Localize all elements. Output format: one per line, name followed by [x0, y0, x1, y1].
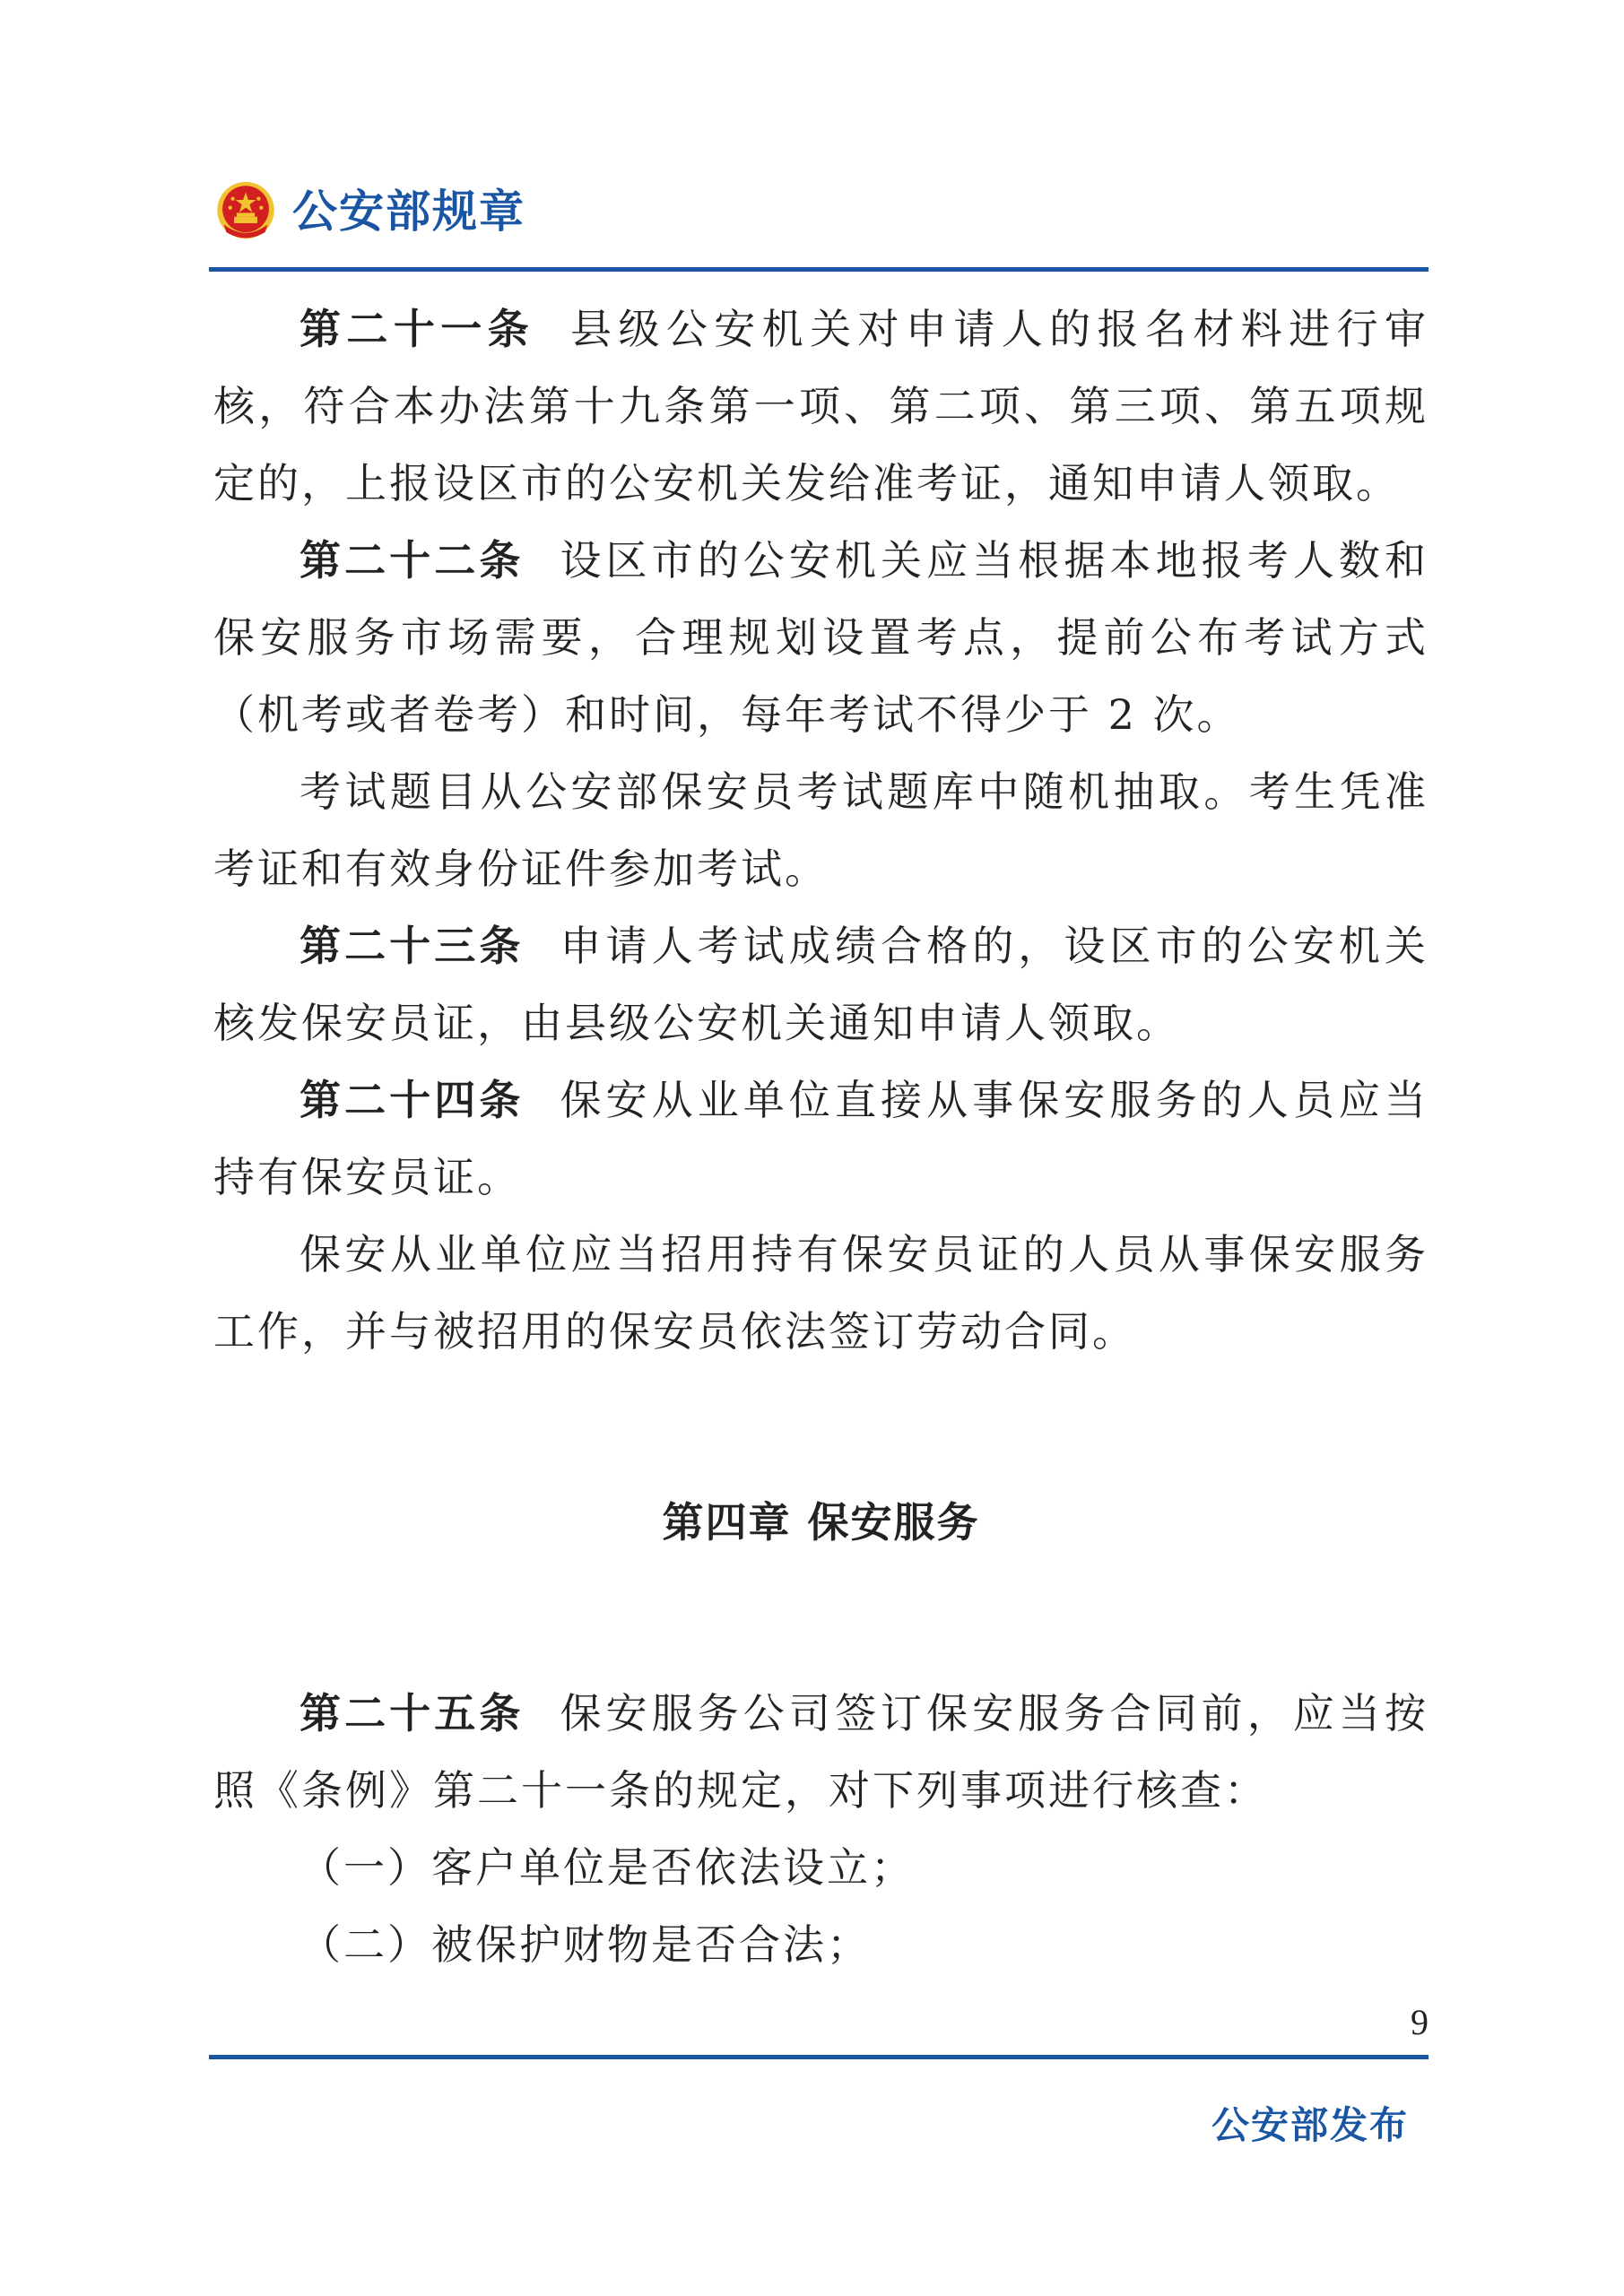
page-header	[213, 167, 525, 256]
article-label: 第二十一条	[300, 305, 535, 353]
article-text: 申请人考试成绩合格的，设区市的公安机关核发保安员证，由县级公安机关通知申请人领取。	[213, 922, 1429, 1047]
page-number: 9	[1411, 2002, 1429, 2042]
article-24-paragraph-2	[213, 1216, 1429, 1370]
article-25	[213, 1675, 1429, 1829]
article-24	[213, 1061, 1429, 1216]
article-text: 保安服务公司签订保安服务合同前，应当按照《条例》第二十一条的规定，对下列事项进行核查：	[213, 1689, 1429, 1815]
article-text: 保安从业单位直接从事保安服务的人员应当持有保安员证。	[213, 1076, 1429, 1201]
footer-publisher: 公安部发布	[1211, 2103, 1409, 2147]
article-22-paragraph-2	[213, 753, 1429, 907]
article-label: 第二十五条	[300, 1689, 525, 1737]
list-item: （二）被保护财物是否合法；	[300, 1920, 871, 1969]
national-emblem-icon	[213, 179, 278, 244]
footer-divider	[209, 2055, 1429, 2059]
list-item: （一）客户单位是否依法设立；	[300, 1843, 915, 1892]
article-23	[213, 907, 1429, 1061]
article-label: 第二十四条	[300, 1076, 525, 1124]
article-text: 县级公安机关对申请人的报名材料进行审核，符合本办法第十九条第一项、第二项、第三项、第五项规定的，上报设区市的公安机关发给准考证，通知申请人领取。	[213, 305, 1429, 507]
article-22	[213, 522, 1429, 753]
document-body	[213, 290, 1429, 1983]
article-text: 保安从业单位应当招用持有保安员证的人员从事保安服务工作，并与被招用的保安员依法签订劳动合同。	[213, 1230, 1429, 1356]
article-label: 第二十二条	[300, 536, 525, 585]
header-title: 公安部规章	[292, 186, 525, 238]
article-text: 考试题目从公安部保安员考试题库中随机抽取。考生凭准考证和有效身份证件参加考试。	[213, 767, 1429, 893]
article-21	[213, 290, 1429, 522]
article-label: 第二十三条	[300, 922, 525, 970]
article-text: 设区市的公安机关应当根据本地报考人数和保安服务市场需要，合理规划设置考点，提前公布考试方式（机考或者卷考）和时间，每年考试不得少于 2 次。	[213, 536, 1429, 739]
header-divider	[209, 267, 1429, 272]
chapter-title: 第四章 保安服务	[662, 1498, 980, 1547]
